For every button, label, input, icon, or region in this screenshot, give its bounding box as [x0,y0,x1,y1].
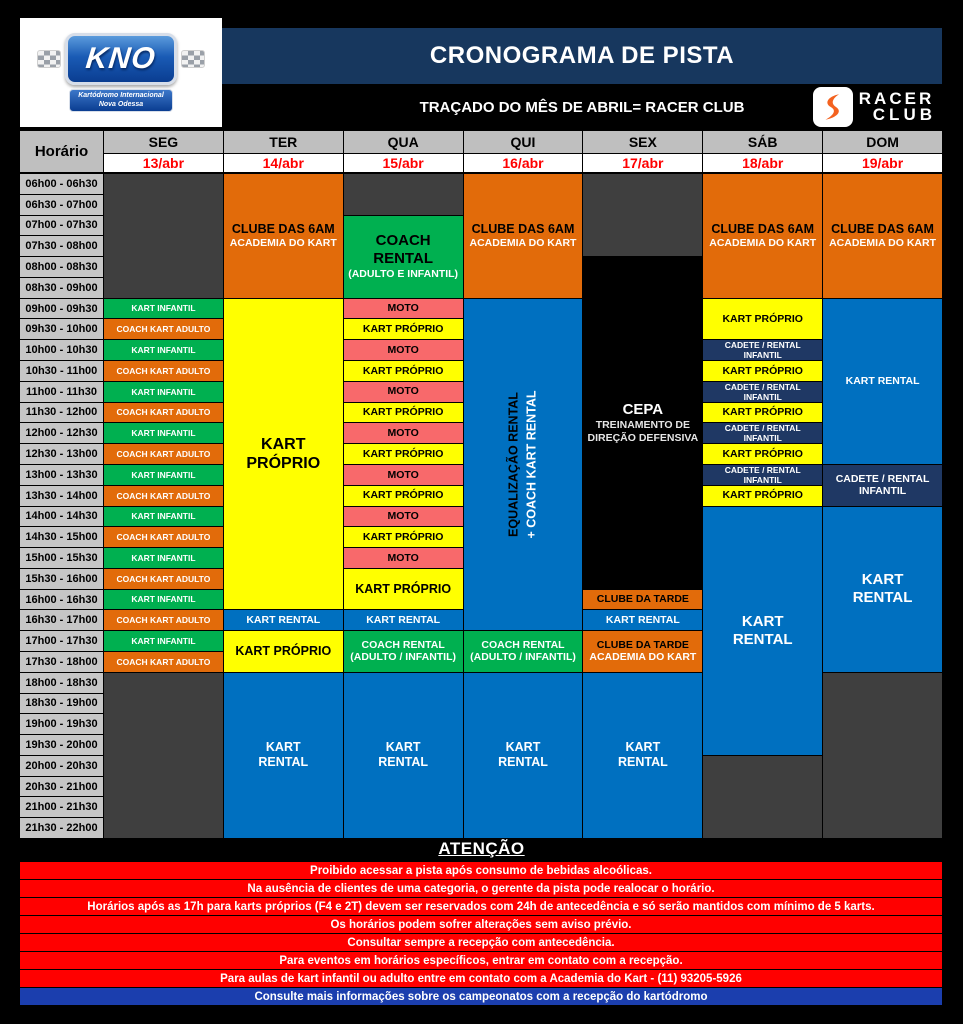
cell-label: COACH KART ADULTO [116,532,211,543]
cell-label: KART PRÓPRIO [722,447,803,460]
schedule-cell [344,527,463,547]
day-date-cell: 13/abr [104,154,223,172]
day-name-cell: DOM [823,131,942,153]
schedule-cell [344,403,463,423]
schedule-cell [104,652,223,672]
time-cell: 08h00 - 08h30 [20,257,103,277]
time-cell: 21h00 - 21h30 [20,797,103,817]
schedule-cell [703,403,822,423]
cell-label: ACADEMIA DO KART [589,651,697,664]
schedule-cell [104,174,223,298]
cell-label: MOTO [387,468,419,481]
cell-label: MOTO [387,385,419,398]
schedule-cell [464,299,583,631]
schedule-cell [583,673,702,838]
cell-label: ACADEMIA DO KART [829,237,937,250]
schedule-cell [224,673,343,838]
cell-label: KART RENTAL [366,614,441,626]
schedule-cell [823,507,942,672]
note-row: Horários após as 17h para karts próprios (F4 e 2T) devem ser reservados com 24h de antecedência e só serão mantidos com mínimo de 5 karts. [20,898,942,915]
schedule-cell [104,486,223,506]
cell-label: KART PRÓPRIO [355,581,452,596]
time-cell: 18h30 - 19h00 [20,694,103,714]
schedule-cell [224,299,343,610]
cell-label: RENTAL [617,755,668,770]
cell-label: CADETE / RENTAL [835,472,930,485]
cell-label: KART PRÓPRIO [362,489,444,502]
kno-logo [20,18,222,127]
racer-club-logo [813,87,936,127]
time-cell: 10h00 - 10h30 [20,340,103,360]
time-cell: 16h30 - 17h00 [20,610,103,630]
schedule-cell [104,610,223,630]
schedule-cell [344,444,463,464]
cell-label: KART PRÓPRIO [362,364,444,377]
cell-label: KART INFANTIL [131,428,196,439]
subtitle-bar [222,84,942,130]
schedule-cell [104,444,223,464]
cell-label: CLUBE DAS 6AM [231,222,335,237]
schedule-cell [104,673,223,838]
cell-label: KART PRÓPRIO [362,530,444,543]
cell-label: COACH KART ADULTO [116,490,211,501]
month-track-subtitle: TRAÇADO DO MÊS DE ABRIL= RACER CLUB [419,98,745,116]
page-title: CRONOGRAMA DE PISTA [429,42,735,69]
cell-label: ACADEMIA DO KART [229,237,337,250]
day-name-cell: TER [224,131,343,153]
cell-label: CADETE / RENTAL INFANTIL [724,340,801,361]
schedule-cell [344,361,463,381]
schedule-cell [583,174,702,256]
cell-label: KART [741,612,784,630]
schedule-cell [703,382,822,402]
cell-label: ACADEMIA DO KART [469,237,577,250]
cell-label: + COACH KART RENTAL [524,390,539,539]
cell-label: EQUALIZAÇÃO RENTAL [506,391,521,537]
time-cell: 14h30 - 15h00 [20,527,103,547]
page-title-bar [222,28,942,84]
schedule-cell [344,216,463,298]
time-cell: 13h30 - 14h00 [20,486,103,506]
cell-label: MOTO [387,302,419,315]
cell-label: MOTO [387,426,419,439]
day-date-cell: 18/abr [703,154,822,172]
time-cell: 19h30 - 20h00 [20,735,103,755]
cell-label: (ADULTO / INFANTIL) [350,651,457,664]
schedule-cell [823,673,942,838]
cell-label: DIREÇÃO DEFENSIVA [587,431,699,444]
cell-label: MOTO [387,510,419,523]
cell-label: PRÓPRIO [246,455,321,473]
schedule-cell [464,174,583,298]
time-cell: 15h30 - 16h00 [20,569,103,589]
attention-notes [20,862,942,1005]
schedule-cell [344,382,463,402]
schedule-cell [344,486,463,506]
cell-label: KART RENTAL [246,614,321,626]
cell-label: KART PRÓPRIO [722,406,803,419]
time-cell: 06h00 - 06h30 [20,174,103,194]
cell-label: CADETE / RENTAL INFANTIL [724,381,801,402]
cell-label: KART INFANTIL [131,594,196,605]
schedule-grid [20,174,942,838]
time-cell: 19h00 - 19h30 [20,714,103,734]
note-row: Para aulas de kart infantil ou adulto entre em contato com a Academia do Kart - (11) 93205-5926 [20,970,942,987]
note-row: Proibido acessar a pista após consumo de bebidas alcoólicas. [20,862,942,879]
schedule-cell [224,631,343,672]
cell-label: KART [505,740,541,755]
schedule-cell [104,299,223,319]
schedule-cell [344,423,463,443]
cell-label: CLUBE DAS 6AM [471,222,575,237]
day-header-row [20,131,942,172]
time-cell: 12h30 - 13h00 [20,444,103,464]
schedule-cell [464,631,583,672]
cell-label: CLUBE DAS 6AM [831,222,934,237]
cell-label: KART [861,571,904,589]
cell-label: KART INFANTIL [131,552,196,563]
cell-label: RENTAL [258,755,309,770]
time-cell: 11h00 - 11h30 [20,382,103,402]
time-column-header: Horário [20,131,103,172]
cell-label: RENTAL [852,589,913,607]
schedule-cell [104,340,223,360]
cell-label: CLUBE DAS 6AM [711,222,815,237]
schedule-cell [703,340,822,360]
cell-label: INFANTIL [858,485,907,498]
cell-label: RENTAL [373,250,433,268]
schedule-cell [703,174,822,298]
schedule-cell [104,507,223,527]
schedule-cell [583,590,702,610]
cell-label: RENTAL [498,755,548,770]
cell-label: KART PRÓPRIO [362,447,444,460]
schedule-cell [104,382,223,402]
time-cell: 08h30 - 09h00 [20,278,103,298]
schedule-cell [104,423,223,443]
cell-label: KART RENTAL [605,614,680,626]
schedule-cell [703,756,822,838]
cell-label: KART [385,740,421,755]
cell-label: TREINAMENTO DE [595,419,690,432]
cell-label: COACH KART ADULTO [116,448,211,459]
cell-label: KART PRÓPRIO [722,312,803,325]
schedule-cell [703,299,822,340]
schedule-cell [344,673,463,838]
cell-label: COACH KART ADULTO [116,615,211,626]
schedule-cell [344,548,463,568]
checkered-flag-icon [181,50,205,68]
schedule-cell [344,507,463,527]
racer-club-wordmark: RACER CLUB [858,88,936,124]
cell-label: KART INFANTIL [131,345,196,356]
time-cell: 20h00 - 20h30 [20,756,103,776]
schedule-cell [104,527,223,547]
cell-label: RENTAL [732,630,793,648]
schedule-cell [104,319,223,339]
cell-label: CADETE / RENTAL INFANTIL [724,423,801,444]
cell-label: KART INFANTIL [131,511,196,522]
schedule-cell [703,361,822,381]
day-date-cell: 17/abr [583,154,702,172]
schedule-cell [344,299,463,319]
time-cell: 06h30 - 07h00 [20,195,103,215]
kno-subtitle: Kartódromo Internacional Nova Odessa [69,89,173,113]
day-name-cell: SEX [583,131,702,153]
attention-title: ATENÇÃO [438,839,525,858]
cell-label: KART [261,435,306,453]
day-date-cell: 19/abr [823,154,942,172]
cell-label: KART PRÓPRIO [362,406,444,419]
cell-label: KART INFANTIL [131,386,196,397]
cell-label: COACH [375,232,431,250]
cell-label: KART [265,740,301,755]
time-cell: 09h00 - 09h30 [20,299,103,319]
schedule-cell [583,257,702,589]
day-name-cell: SEG [104,131,223,153]
cell-label: CEPA [622,401,664,419]
schedule-cell [823,465,942,506]
checkered-flag-icon [37,50,61,68]
cell-label: CADETE / RENTAL INFANTIL [724,464,801,485]
racer-club-icon [813,87,853,127]
cell-label: RENTAL [378,755,429,770]
cell-label: COACH KART ADULTO [116,407,211,418]
schedule-cell [344,319,463,339]
schedule-cell [104,548,223,568]
cell-label: CLUBE DA TARDE [596,638,689,651]
time-cell: 07h30 - 08h00 [20,236,103,256]
schedule-cell [583,631,702,672]
schedule-cell [823,299,942,464]
time-cell: 15h00 - 15h30 [20,548,103,568]
cell-label: COACH KART ADULTO [116,573,211,584]
cell-label: CLUBE DA TARDE [596,593,689,606]
cell-label: KART PRÓPRIO [235,643,332,658]
time-cell: 17h30 - 18h00 [20,652,103,672]
cell-label: COACH KART ADULTO [116,365,211,376]
time-cell: 17h00 - 17h30 [20,631,103,651]
time-cell: 20h30 - 21h00 [20,777,103,797]
note-row: Para eventos em horários específicos, entrar em contato com a recepção. [20,952,942,969]
note-row: Os horários podem sofrer alterações sem aviso prévio. [20,916,942,933]
cell-label: COACH RENTAL [361,638,445,651]
cell-label: KART INFANTIL [131,303,196,314]
note-row: Na ausência de clientes de uma categoria, o gerente da pista pode realocar o horário. [20,880,942,897]
time-cell: 11h30 - 12h00 [20,403,103,423]
schedule-cell [703,486,822,506]
schedule-cell [344,174,463,215]
schedule-cell [104,590,223,610]
schedule-cell [224,610,343,630]
cell-label: KART [625,740,661,755]
schedule-cell [104,569,223,589]
cell-label: COACH KART ADULTO [116,324,211,335]
time-cell: 09h30 - 10h00 [20,319,103,339]
cell-label: MOTO [387,343,419,356]
cell-label: (ADULTO / INFANTIL) [470,651,576,664]
cell-label: KART INFANTIL [131,635,196,646]
cell-label: ACADEMIA DO KART [709,237,817,250]
cell-label: COACH RENTAL [481,638,565,651]
championship-info-row: Consulte mais informações sobre os campeonatos com a recepção do kartódromo [20,988,942,1005]
cell-label: KART PRÓPRIO [722,364,803,377]
cell-label: KART PRÓPRIO [722,489,803,502]
day-date-cell: 14/abr [224,154,343,172]
schedule-cell [703,423,822,443]
time-cell: 14h00 - 14h30 [20,507,103,527]
schedule-cell [703,444,822,464]
kno-badge [65,33,177,85]
schedule-cell [104,465,223,485]
schedule-cell [104,403,223,423]
cell-label: MOTO [387,551,419,564]
time-cell: 21h30 - 22h00 [20,818,103,838]
schedule-cell [823,174,942,298]
day-name-cell: SÁB [703,131,822,153]
cell-label: KART RENTAL [845,375,920,388]
note-row: Consultar sempre a recepção com antecedência. [20,934,942,951]
schedule-cell [583,610,702,630]
time-cell: 13h00 - 13h30 [20,465,103,485]
schedule-cell [344,569,463,610]
day-name-cell: QUA [344,131,463,153]
schedule-cell [104,631,223,651]
time-cell: 07h00 - 07h30 [20,216,103,236]
schedule-cell [464,673,583,838]
cell-label: KART INFANTIL [131,469,196,480]
schedule-cell [104,361,223,381]
time-cell: 10h30 - 11h00 [20,361,103,381]
cell-label: KART PRÓPRIO [362,323,444,336]
day-date-cell: 15/abr [344,154,463,172]
cell-label: (ADULTO E INFANTIL) [348,268,459,281]
cell-label: COACH KART ADULTO [116,656,211,667]
kno-name: KNO [84,41,158,75]
time-cell: 16h00 - 16h30 [20,590,103,610]
schedule-cell [703,465,822,485]
time-cell: 18h00 - 18h30 [20,673,103,693]
schedule-cell [344,465,463,485]
day-name-cell: QUI [464,131,583,153]
schedule-cell [344,610,463,630]
schedule-cell [344,631,463,672]
schedule-cell [224,174,343,298]
time-cell: 12h00 - 12h30 [20,423,103,443]
schedule-cell [703,507,822,755]
day-date-cell: 16/abr [464,154,583,172]
schedule-cell [344,340,463,360]
